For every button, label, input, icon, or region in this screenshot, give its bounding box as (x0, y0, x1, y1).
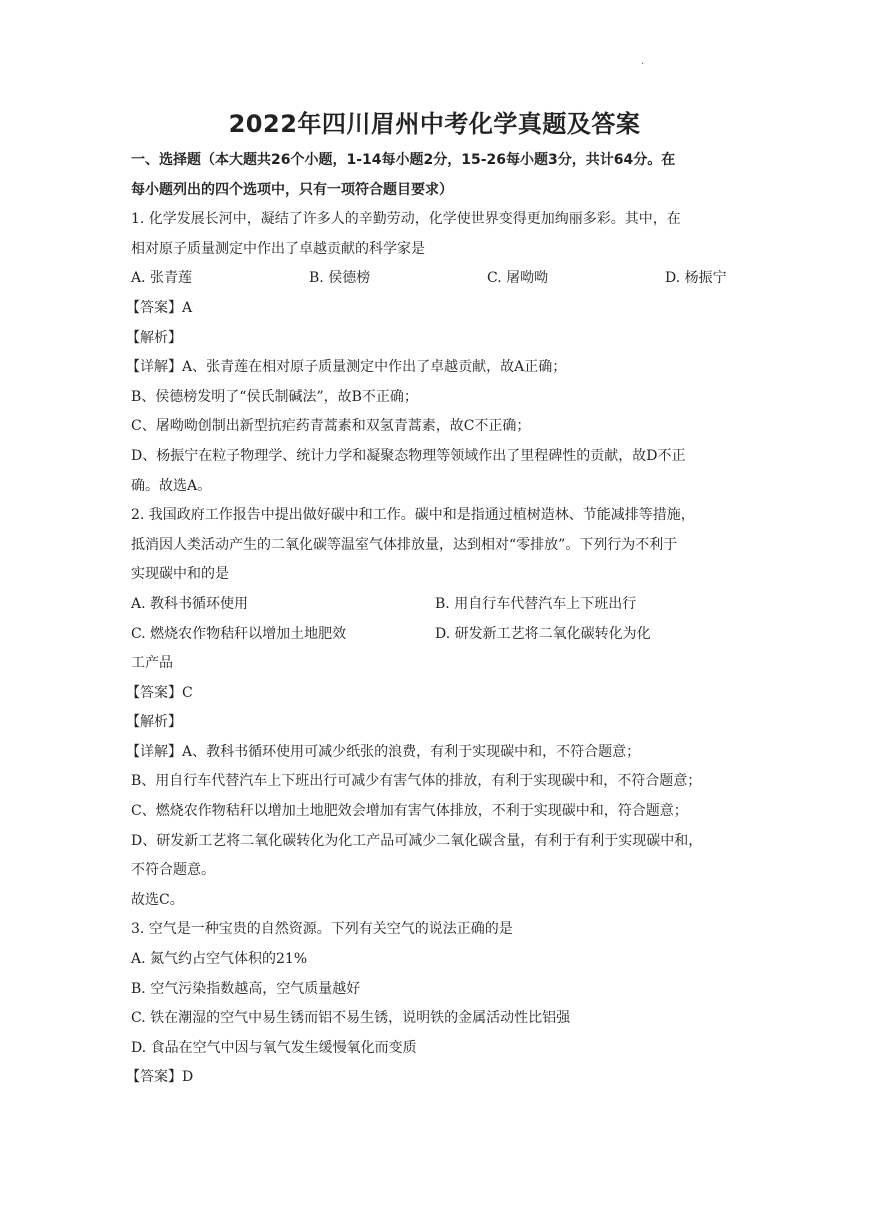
question-2-stem: 2. 我国政府工作报告中提出做好碳中和工作。碳中和是指通过植树造林、节能减排等措施， (131, 507, 695, 524)
option-d: D. 研发新工艺将二氧化碳转化为化 (435, 625, 651, 642)
explanation-line: 【详解】A、教科书循环使用可减少纸张的浪费，有利于实现碳中和，不符合题意； (126, 743, 641, 760)
explanation-line: B、侯德榜发明了“侯氏制碱法”，故B不正确； (131, 388, 418, 405)
option-d-continuation: 工产品 (131, 655, 173, 672)
page-title: 2022年四川眉州中考化学真题及答案 (228, 110, 641, 138)
explanation-line: 故选C。 (131, 891, 184, 908)
question-1-options (131, 264, 739, 294)
analysis-label: 【解析】 (126, 329, 182, 346)
question-2-stem: 抵消因人类活动产生的二氧化碳等温室气体排放量，达到相对“零排放”。下列行为不利于 (131, 536, 678, 553)
answer-label: 【答案】C (126, 684, 193, 701)
explanation-line: D、杨振宁在粒子物理学、统计力学和凝聚态物理等领域作出了里程碑性的贡献，故D不正 (131, 447, 686, 464)
option-a: A. 张青莲 (131, 270, 193, 287)
option-d: D. 食品在空气中因与氧气发生缓慢氧化而变质 (131, 1039, 417, 1056)
option-c: C. 燃烧农作物秸秆以增加土地肥效 (131, 625, 347, 642)
option-b: B. 空气污染指数越高，空气质量越好 (131, 980, 361, 997)
explanation-line: D、研发新工艺将二氧化碳转化为化工产品可减少二氧化碳含量，有利于有利于实现碳中和， (131, 832, 703, 849)
option-d: D. 杨振宁 (665, 270, 727, 287)
question-2-stem: 实现碳中和的是 (131, 566, 229, 583)
answer-label: 【答案】D (126, 1069, 194, 1086)
explanation-line: C、屠呦呦创制出新型抗疟药青蒿素和双氢青蒿素，故C不正确； (131, 418, 531, 435)
document-body (126, 146, 739, 1093)
option-a: A. 教科书循环使用 (131, 595, 249, 612)
section-heading-line: 一、选择题（本大题共26个小题，1-14每小题2分，15-26每小题3分，共计64分。在 (131, 152, 676, 168)
explanation-line: 【详解】A、张青莲在相对原子质量测定中作出了卓越贡献，故A正确； (126, 359, 567, 376)
option-b: B. 用自行车代替汽车上下班出行 (435, 595, 637, 612)
answer-label: 【答案】A (126, 299, 193, 316)
explanation-line: 不符合题意。 (131, 862, 215, 879)
header-mark: . (641, 56, 645, 67)
section-heading-line: 每小题列出的四个选项中，只有一项符合题目要求） (131, 181, 453, 198)
explanation-line: B、用自行车代替汽车上下班出行可减少有害气体的排放，有利于实现碳中和，不符合题意； (131, 773, 702, 790)
option-b: B. 侯德榜 (309, 270, 371, 287)
option-a: A. 氮气约占空气体积的21% (131, 951, 308, 968)
option-c: C. 铁在潮湿的空气中易生锈而铝不易生锈，说明铁的金属活动性比铝强 (131, 1010, 571, 1027)
question-1-stem: 1. 化学发展长河中，凝结了许多人的辛勤劳动，化学使世界变得更加绚丽多彩。其中，在 (131, 211, 681, 228)
explanation-line: 确。故选A。 (131, 477, 212, 494)
question-2-options-row (131, 590, 739, 620)
question-1-stem: 相对原子质量测定中作出了卓越贡献的科学家是 (131, 240, 425, 257)
analysis-label: 【解析】 (126, 714, 182, 731)
option-c: C. 屠呦呦 (487, 270, 549, 287)
question-2-options-row (131, 620, 739, 650)
explanation-line: C、燃烧农作物秸秆以增加土地肥效会增加有害气体排放，不利于实现碳中和，符合题意； (131, 803, 688, 820)
question-3-stem: 3. 空气是一种宝贵的自然资源。下列有关空气的说法正确的是 (131, 921, 513, 938)
